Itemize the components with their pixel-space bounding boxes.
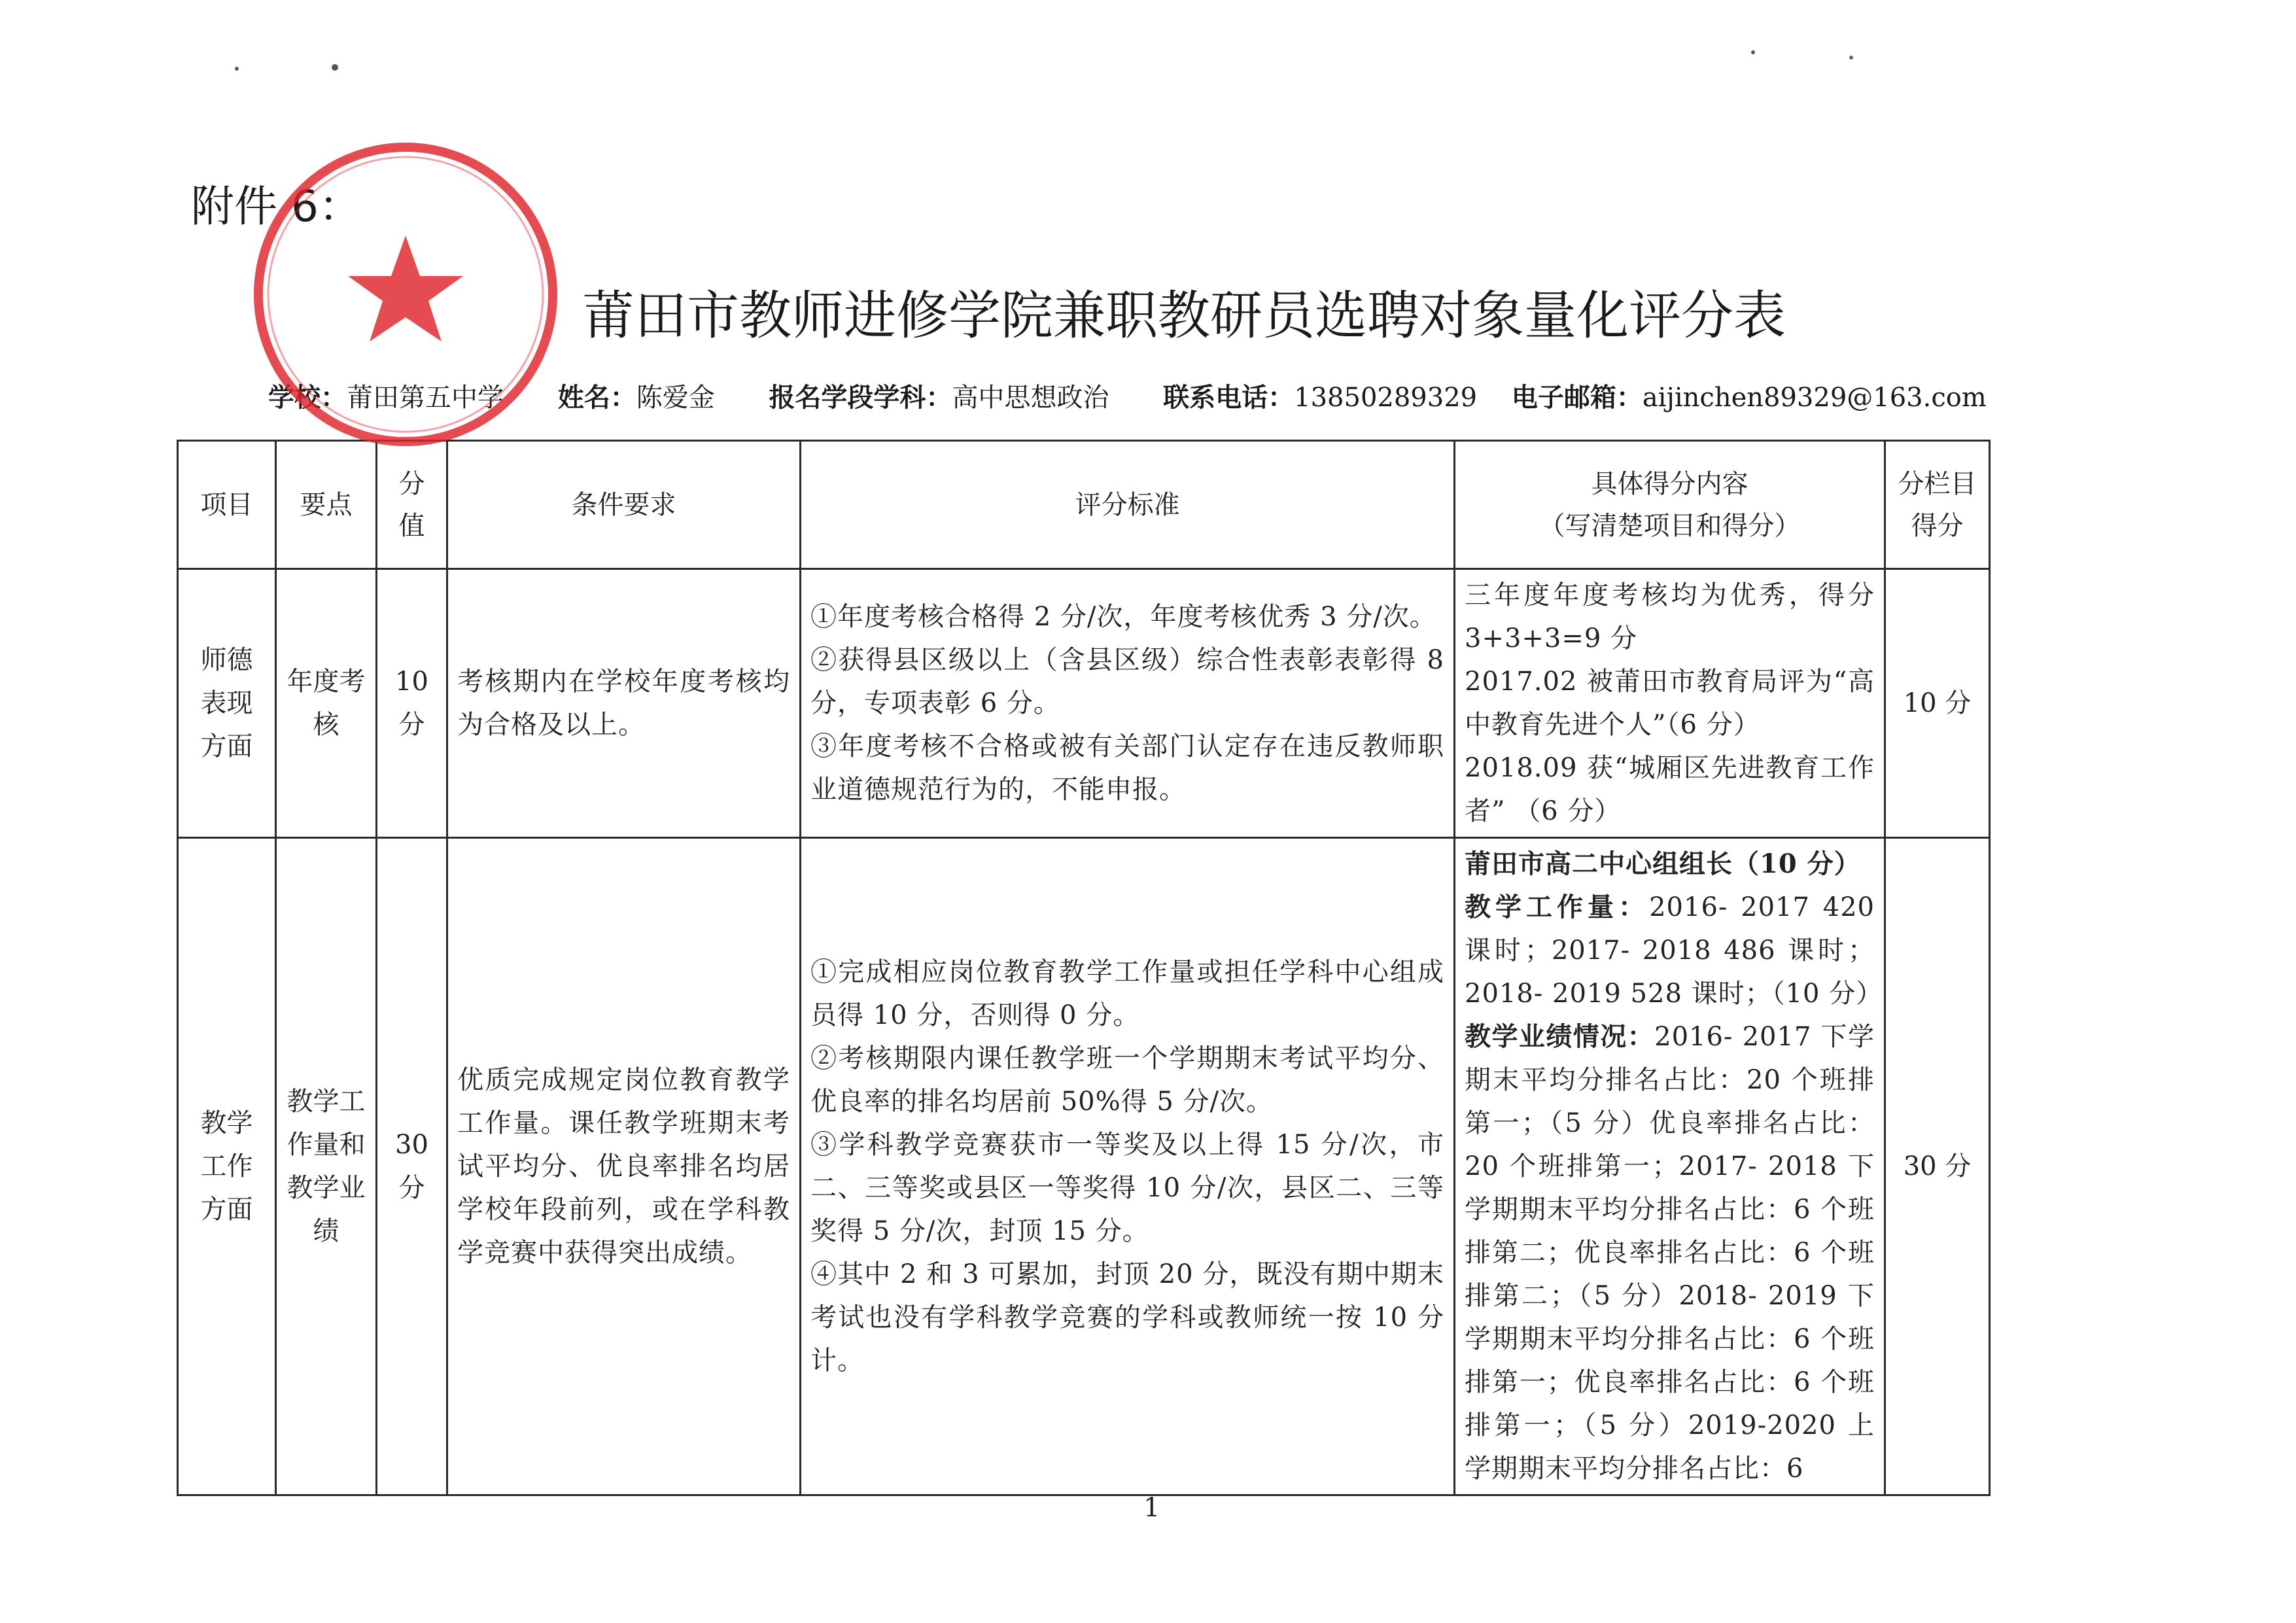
page-title: 莆田市教师进修学院兼职教研员选聘对象量化评分表 (582, 285, 1786, 346)
row-criteria (801, 838, 1455, 1495)
table-header-row (178, 441, 1990, 569)
row-requirements: 考核期内在学校年度考核均为合格及以上。 (447, 569, 801, 838)
detail-line: 2018.09 获“城厢区先进教育工作者” （6 分） (1465, 753, 1875, 826)
header-column-score: 分栏目得分 (1885, 441, 1990, 569)
header-score-value: 分值 (377, 441, 447, 569)
score-table (177, 440, 1991, 1496)
row-detail (1455, 569, 1885, 838)
attachment-label: 附件 6： (191, 181, 362, 232)
header-detail (1455, 441, 1885, 569)
email-label: 电子邮箱： (1511, 382, 1643, 413)
header-criteria: 评分标准 (801, 441, 1455, 569)
name-value: 陈爱金 (636, 383, 715, 413)
criteria-line: ②获得县区级以上（含县区级）综合性表彰表彰得 8 分，专项表彰 6 分。 (810, 645, 1444, 718)
row-requirements: 优质完成规定岗位教育教学工作量。课任教学班期末考试平均分、优良率排名均居学校年段前列，或在学科教学竞赛中获得突出成绩。 (447, 838, 801, 1495)
row-item: 师德表现方面 (178, 569, 276, 838)
name-label: 姓名： (557, 382, 636, 413)
phone-value: 13850289329 (1294, 383, 1478, 413)
subject-value: 高中思想政治 (952, 383, 1109, 413)
performance-label: 教学业绩情况： (1465, 1021, 1655, 1052)
header-point: 要点 (276, 441, 377, 569)
row-criteria (801, 569, 1455, 838)
criteria-line: ④其中 2 和 3 可累加，封顶 20 分，既没有期中期末考试也没有学科教学竞赛的学科或教师统一按 10 分计。 (810, 1259, 1444, 1376)
header-detail-note: （写清楚项目和得分） (1539, 510, 1801, 541)
phone-label: 联系电话： (1163, 382, 1295, 413)
criteria-line: ②考核期限内课任教学班一个学期期末考试平均分、优良率的排名均居前 50%得 5 分/次。 (810, 1043, 1444, 1117)
performance-value: 2016- 2017 下学期末平均分排名占比：20 个班排第一；（5 分）优良率排名占比：20 个班排第一；2017- 2018 下学期期末平均分排名占比：6 个班排第二；优良率排名占比：6 个班排第二；（5 分）2018- 2019 下学期期末平均分排名占比：6 个班排第一；优良率排名占比：6 个班排第一；（5 分）2019-2020 上学期期末平均分排名占比：6 (1465, 1022, 1875, 1484)
row-column-score: 10 分 (1885, 569, 1990, 838)
seal-star-icon (348, 236, 463, 341)
row-item: 教学工作方面 (178, 838, 276, 1495)
header-item: 项目 (178, 441, 276, 569)
table-row (178, 838, 1990, 1495)
table-row (178, 569, 1990, 838)
detail-line: 2017.02 被莆田市教育局评为“高中教育先进个人”（6 分） (1465, 667, 1875, 740)
workload-value: 2016- 2017 420 课时；2017- 2018 486 课时；2018- 2019 528 课时；（10 分） (1465, 892, 1883, 1009)
header-requirements: 条件要求 (447, 441, 801, 569)
scan-specks (0, 0, 2296, 131)
criteria-line: ③学科教学竞赛获市一等奖及以上得 15 分/次，市二、三等奖或县区一等奖得 10 分/次，县区二、三等奖得 5 分/次，封顶 15 分。 (810, 1130, 1444, 1246)
criteria-line: ①完成相应岗位教育教学工作量或担任学科中心组成员得 10 分，否则得 0 分。 (810, 957, 1444, 1030)
row-score-value: 30分 (377, 838, 447, 1495)
row-score-value: 10分 (377, 569, 447, 838)
school-value: 莆田第五中学 (347, 383, 504, 413)
email-value: aijinchen89329@163.com (1642, 383, 1987, 413)
page-number: 1 (1143, 1493, 1160, 1523)
row-point: 年度考核 (276, 569, 377, 838)
applicant-info (268, 377, 1987, 414)
detail-line: 三年度年度考核均为优秀，得分 3+3+3=9 分 (1465, 580, 1875, 654)
detail-lead: 莆田市高二中心组组长（10 分） (1465, 848, 1861, 879)
row-point: 教学工作量和教学业绩 (276, 838, 377, 1495)
criteria-line: ③年度考核不合格或被有关部门认定存在违反教师职业道德规范行为的，不能申报。 (810, 731, 1444, 805)
criteria-line: ①年度考核合格得 2 分/次，年度考核优秀 3 分/次。 (810, 602, 1436, 632)
row-column-score: 30 分 (1885, 838, 1990, 1495)
header-detail-title: 具体得分内容 (1591, 468, 1748, 499)
workload-label: 教学工作量： (1465, 892, 1650, 922)
row-detail (1455, 838, 1885, 1495)
detail-workload (1465, 886, 1883, 1015)
subject-label: 报名学段学科： (769, 382, 952, 413)
school-label: 学校： (268, 382, 347, 413)
detail-performance (1465, 1015, 1875, 1490)
